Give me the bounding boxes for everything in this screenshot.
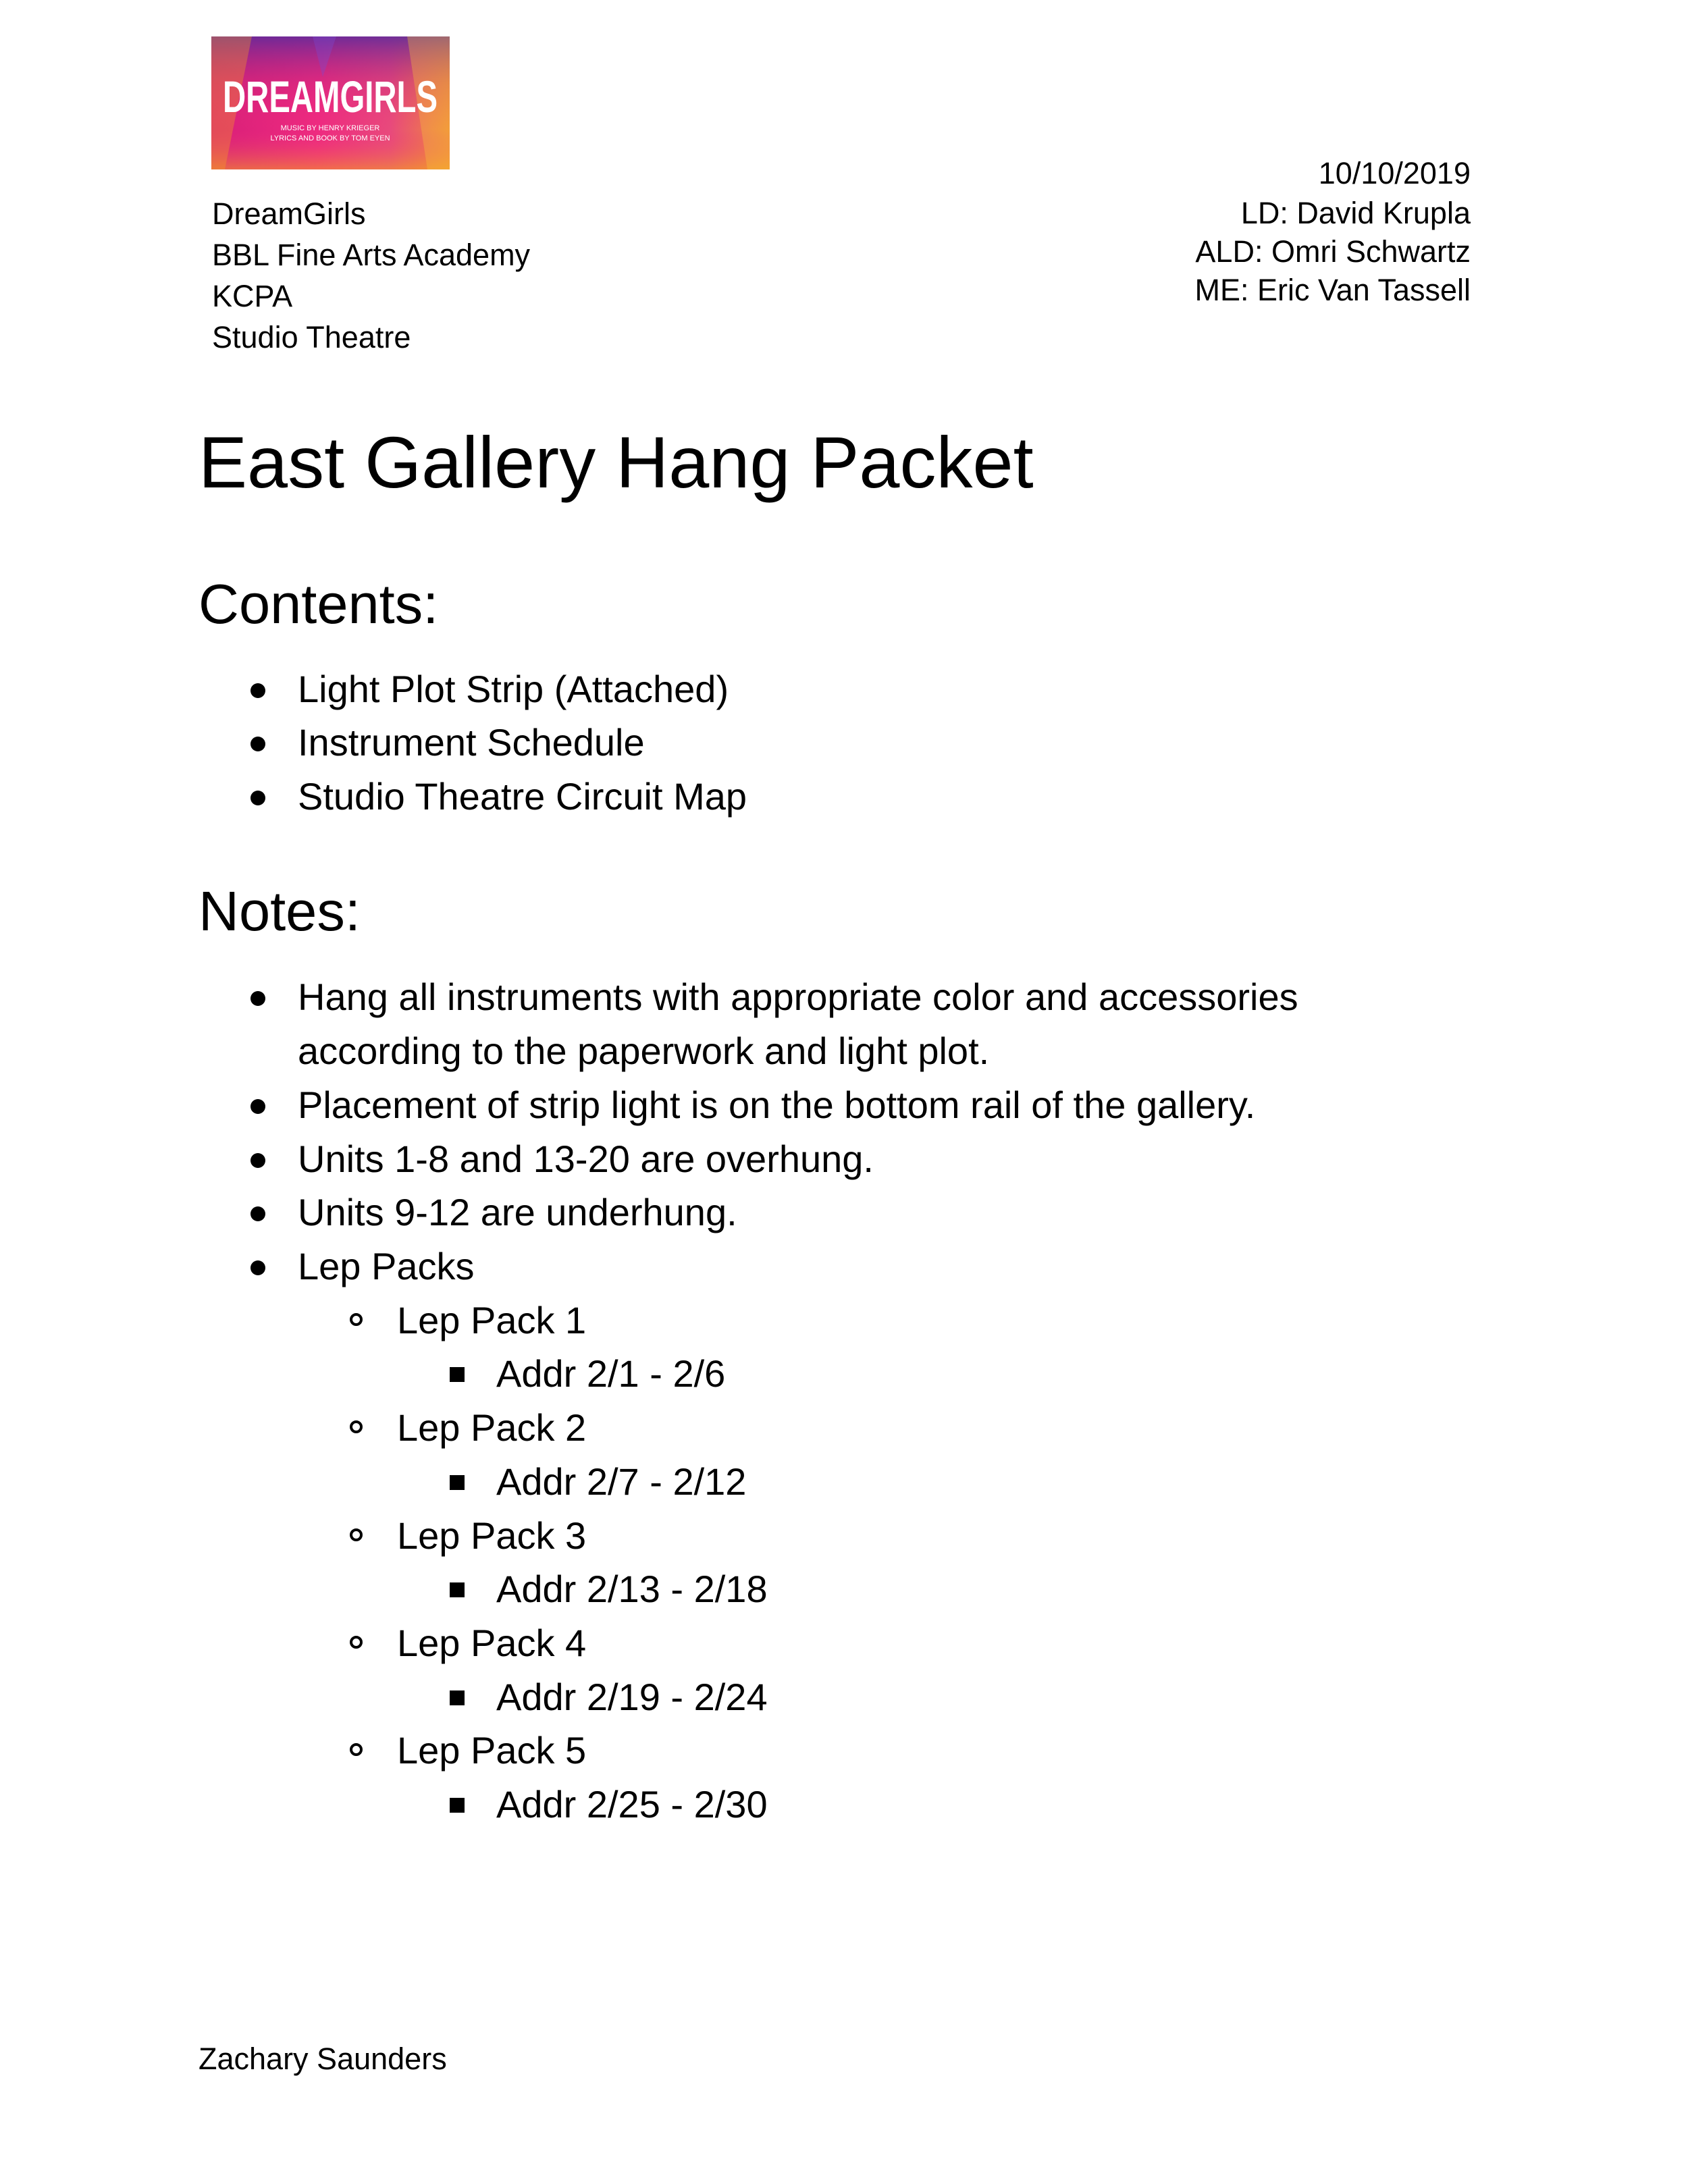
document-date: 10/10/2019 [1318, 156, 1471, 190]
bullet-icon [250, 683, 265, 698]
square-bullet-icon [450, 1582, 465, 1597]
lep-pack-address [496, 1455, 746, 1509]
production-info [212, 193, 530, 358]
contents-item-text: Light Plot Strip (Attached) [298, 668, 729, 710]
lep-pack-item [397, 1294, 586, 1348]
contents-item [298, 770, 747, 824]
lep-pack-address-text: Addr 2/7 - 2/12 [496, 1460, 747, 1503]
square-bullet-icon [450, 1475, 465, 1490]
production-name: DreamGirls [212, 196, 366, 231]
logo-credit-music: MUSIC BY HENRY KRIEGER [280, 124, 380, 132]
notes-item-text: Hang all instruments with appropriate color and accessories [298, 976, 1298, 1018]
notes-item-overhung [298, 1132, 874, 1186]
notes-item-text: Units 9-12 are underhung. [298, 1191, 737, 1233]
logo-title: DREAMGIRLS [223, 72, 438, 122]
lep-pack-address-text: Addr 2/1 - 2/6 [496, 1352, 726, 1395]
bullet-icon [250, 737, 265, 751]
page-title: East Gallery Hang Packet [199, 421, 1034, 503]
lep-pack-name: Lep Pack 1 [397, 1299, 587, 1341]
organization-name: BBL Fine Arts Academy [212, 238, 531, 272]
hollow-bullet-icon [350, 1743, 363, 1756]
bullet-icon [250, 1153, 265, 1168]
bullet-icon [250, 1099, 265, 1114]
notes-item-text-continued: according to the paperwork and light plot. [298, 1030, 990, 1072]
space-name: Studio Theatre [212, 320, 411, 354]
lep-pack-address-text: Addr 2/25 - 2/30 [496, 1783, 768, 1826]
lep-pack-name: Lep Pack 2 [397, 1406, 587, 1449]
hollow-bullet-icon [350, 1528, 363, 1541]
lep-pack-item [397, 1509, 586, 1563]
notes-heading: Notes: [199, 880, 361, 942]
author-name: Zachary Saunders [199, 2042, 447, 2076]
contents-item-text: Studio Theatre Circuit Map [298, 775, 747, 818]
notes-item-placement [298, 1078, 1255, 1132]
lep-pack-item [397, 1616, 586, 1670]
notes-item-text: Lep Packs [298, 1245, 475, 1287]
notes-item-underhung [298, 1186, 737, 1240]
bullet-icon [250, 791, 265, 805]
lep-pack-address [496, 1778, 768, 1832]
logo-graphic [211, 36, 450, 169]
contents-item [298, 662, 729, 716]
hollow-bullet-icon [350, 1636, 363, 1649]
dreamgirls-logo [211, 36, 450, 169]
lep-pack-name: Lep Pack 3 [397, 1514, 587, 1557]
contents-item [298, 716, 645, 770]
notes-item-text: Placement of strip light is on the bottom rail of the gallery. [298, 1084, 1256, 1126]
bullet-icon [250, 1206, 265, 1221]
notes-item-hang [298, 970, 1298, 1078]
lep-pack-address [496, 1562, 768, 1616]
lep-pack-address-text: Addr 2/19 - 2/24 [496, 1676, 768, 1718]
lep-pack-name: Lep Pack 5 [397, 1729, 587, 1772]
square-bullet-icon [450, 1690, 465, 1705]
credit-assistant-lighting-designer: ALD: Omri Schwartz [1195, 234, 1471, 269]
hollow-bullet-icon [350, 1313, 363, 1326]
square-bullet-icon [450, 1798, 465, 1813]
production-credits [1195, 153, 1471, 309]
lep-pack-address [496, 1347, 725, 1401]
venue-name: KCPA [212, 279, 293, 313]
bullet-icon [250, 991, 265, 1006]
lep-pack-address-text: Addr 2/13 - 2/18 [496, 1568, 768, 1610]
square-bullet-icon [450, 1367, 465, 1382]
credit-master-electrician: ME: Eric Van Tassell [1194, 273, 1471, 307]
bullet-icon [250, 1260, 265, 1275]
hollow-bullet-icon [350, 1420, 363, 1433]
lep-pack-item [397, 1724, 586, 1778]
lep-pack-item [397, 1401, 586, 1455]
lep-pack-name: Lep Pack 4 [397, 1622, 587, 1664]
notes-item-text: Units 1-8 and 13-20 are overhung. [298, 1138, 874, 1180]
lep-pack-address [496, 1670, 768, 1724]
credit-lighting-designer: LD: David Krupla [1240, 196, 1471, 230]
notes-item-lep-packs [298, 1240, 475, 1294]
contents-item-text: Instrument Schedule [298, 721, 645, 764]
logo-credit-lyrics: LYRICS AND BOOK BY TOM EYEN [270, 134, 390, 142]
contents-heading: Contents: [199, 572, 439, 635]
